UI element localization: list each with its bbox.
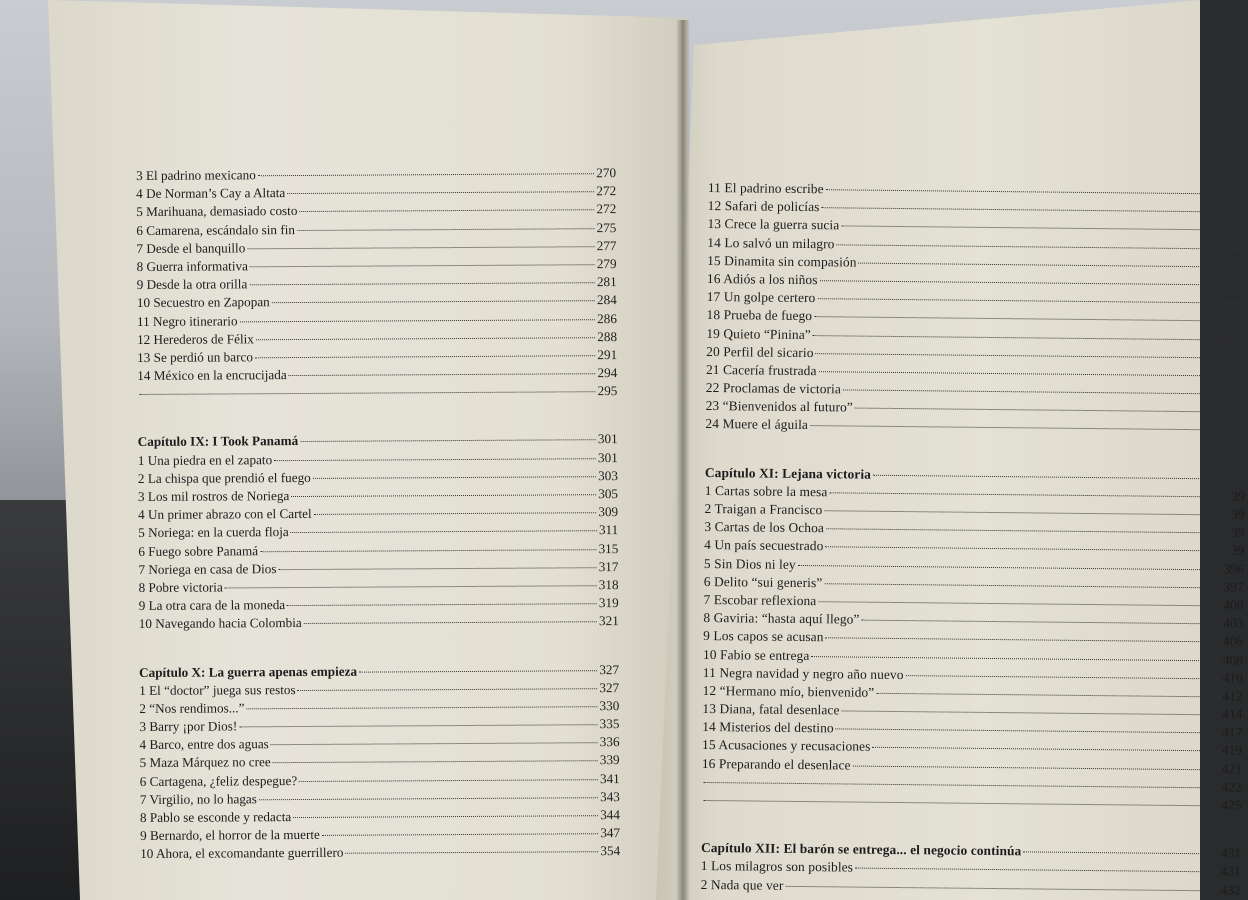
dot-leader	[843, 389, 1244, 394]
dot-leader	[274, 458, 596, 461]
chapter-heading-page-number: 327	[599, 661, 620, 677]
toc-entry-title: 1 Una piedra en el zapato	[137, 451, 273, 468]
dot-leader	[271, 742, 598, 745]
dot-leader	[297, 228, 595, 231]
dot-leader	[813, 335, 1245, 341]
dot-leader	[289, 373, 596, 376]
toc-section	[701, 465, 1245, 816]
toc-entry-title: 8 Pobre victoria	[138, 579, 223, 595]
toc-entry-title: 7 Noriega en casa de Dios	[138, 560, 277, 577]
dot-leader	[291, 531, 597, 534]
toc-entry-title: 16 Preparando el desenlace	[701, 755, 851, 773]
dot-leader	[246, 706, 597, 709]
toc-entry-title: 4 Un país secuestrado	[704, 537, 824, 554]
toc-entry-page-number: 422	[1221, 779, 1242, 795]
chapter-heading-title: Capítulo XI: Lejana victoria	[704, 464, 872, 482]
toc-entry-page-number: 335	[599, 716, 620, 732]
toc-entry-page-number: 291	[597, 346, 618, 363]
dot-leader	[1023, 852, 1218, 855]
toc-entry-title: 9 Los capos se acusan	[703, 628, 824, 645]
toc-entry-page-number: 277	[596, 237, 617, 253]
dot-leader	[855, 408, 1244, 413]
dot-leader	[239, 724, 597, 727]
dot-leader	[225, 585, 597, 588]
toc-entry-title: 3 Barry ¡por Dios!	[139, 718, 238, 735]
toc-entry-title: 15 Dinamita sin compasión	[707, 252, 857, 270]
dot-leader	[785, 885, 1218, 891]
toc-entry-page-number: 410	[1222, 670, 1243, 686]
toc-entry-title: 4 Un primer abrazo con el Cartel	[138, 506, 312, 523]
toc-entry-title: 5 Marihuana, demasiado costo	[136, 203, 298, 220]
dot-leader	[822, 207, 1246, 212]
toc-entry-title: 14 México en la encrucijada	[137, 367, 287, 384]
dot-leader	[272, 301, 595, 304]
toc-entry-title: 21 Cacería frustrada	[705, 361, 817, 379]
dot-leader	[704, 782, 1220, 788]
section-spacer	[139, 632, 619, 665]
book-spine-gutter	[676, 20, 690, 900]
dot-leader	[842, 710, 1221, 715]
toc-entry-page-number: 294	[597, 365, 618, 381]
toc-entry-title: 2 “Nos rendimos...”	[139, 700, 245, 716]
dot-leader	[876, 693, 1220, 698]
toc-entry-title: 6 Delito “sui generis”	[703, 573, 823, 590]
toc-entry-title: 10 Secuestro en Zapopan	[136, 294, 270, 311]
dot-leader	[855, 868, 1219, 873]
toc-entry-title: 8 Pablo se esconde y redacta	[139, 809, 292, 825]
dot-leader	[826, 528, 1229, 533]
toc-entry-page-number: 408	[1222, 651, 1244, 668]
toc-entry-page-number: 39	[1230, 542, 1245, 559]
toc-entry-page-number: 406	[1223, 633, 1244, 649]
toc-entry-page-number: 39	[1230, 524, 1245, 540]
toc-entry	[140, 843, 620, 864]
toc-entry-page-number: 414	[1222, 706, 1243, 722]
toc-entry-title: 12 “Hermano mío, bienvenido”	[702, 682, 875, 700]
toc-entry-title: 10 Ahora, el excomandante guerrillero	[140, 845, 344, 862]
dot-leader	[300, 440, 596, 443]
toc-section	[139, 662, 620, 865]
dot-leader	[836, 244, 1245, 249]
dot-leader	[819, 371, 1244, 376]
dot-leader	[872, 747, 1220, 752]
dot-leader	[293, 815, 598, 818]
toc-entry-title: 7 Virgilio, no lo hagas	[139, 791, 257, 807]
dot-leader	[829, 492, 1229, 497]
toc-entry-page-number: 303	[598, 467, 618, 483]
dot-leader	[906, 675, 1221, 679]
dot-leader	[359, 670, 597, 672]
toc-entry-page-number: 425	[1221, 797, 1242, 813]
dot-leader	[810, 426, 1243, 432]
toc-entry-title: 24 Muere el águila	[705, 416, 809, 433]
toc-entry-page-number: 419	[1221, 742, 1243, 759]
toc-entry-title: 11 Negro itinerario	[136, 312, 238, 329]
toc-entry-title: 20 Perfil del sicario	[706, 343, 814, 360]
toc-entry-title: 14 Misterios del destino	[702, 719, 834, 736]
dot-leader	[250, 264, 595, 267]
dot-leader	[836, 729, 1220, 734]
toc-entry-page-number: 309	[598, 504, 619, 520]
toc-entry-page-number: 327	[599, 679, 620, 695]
toc-entry-title: 8 Guerra informativa	[136, 258, 248, 274]
dot-leader	[816, 353, 1245, 358]
toc-entry-page-number: 417	[1222, 724, 1243, 740]
dot-leader	[861, 620, 1221, 625]
dot-leader	[240, 319, 596, 322]
toc-entry-title: 13 Crece la guerra sucia	[707, 216, 840, 233]
dot-leader	[298, 688, 598, 691]
toc-entry-page-number: 286	[597, 310, 617, 326]
toc-entry-page-number: 421	[1221, 761, 1242, 777]
toc-entry-title: 2 Nada que ver	[700, 876, 784, 893]
toc-entry-page-number: 272	[596, 183, 617, 199]
right-table-of-contents	[701, 180, 1248, 900]
dot-leader	[291, 494, 596, 497]
toc-entry-page-number: 305	[598, 486, 619, 502]
toc-entry-page-number: 343	[600, 788, 620, 804]
toc-entry-page-number: 412	[1222, 688, 1243, 704]
toc-entry-page-number: 321	[598, 613, 619, 629]
chapter-heading-title: Capítulo IX: I Took Panamá	[137, 433, 299, 450]
dot-leader	[299, 779, 598, 782]
dot-leader	[249, 282, 595, 285]
toc-entry-title: 2 Traigan a Francisco	[704, 500, 823, 518]
dot-leader	[256, 337, 595, 340]
dot-leader	[826, 638, 1222, 643]
dot-leader	[313, 476, 596, 479]
toc-entry-page-number: 397	[1223, 579, 1244, 595]
toc-entry-title: 13 Diana, fatal desenlace	[702, 701, 840, 718]
dot-leader	[824, 510, 1229, 515]
toc-entry-title: 7 Escobar reflexiona	[703, 591, 817, 609]
toc-entry-page-number: 301	[597, 449, 618, 465]
toc-entry-title: 12 Herederos de Félix	[136, 330, 254, 347]
toc-entry-title: 5 Noriega: en la cuerda floja	[138, 524, 289, 541]
dot-leader	[279, 567, 597, 570]
chapter-heading-page-number: 431	[1220, 845, 1242, 861]
toc-entry-page-number: 431	[1220, 863, 1241, 879]
toc-entry-title: 6 Fuego sobre Panamá	[138, 542, 259, 559]
toc-entry-title: 11 El padrino escribe	[707, 180, 824, 197]
toc-entry-page-number: 347	[600, 825, 621, 841]
toc-entry-title: 9 Bernardo, el horror de la muerte	[140, 827, 320, 844]
toc-entry-title: 3 El padrino mexicano	[136, 167, 256, 183]
toc-entry-page-number: 311	[598, 522, 619, 538]
left-table-of-contents	[136, 165, 620, 864]
dot-leader	[818, 601, 1221, 606]
toc-entry-title: 5 Sin Dios ni ley	[703, 555, 796, 572]
dot-leader	[273, 761, 598, 764]
toc-entry-page-number: 288	[597, 328, 618, 344]
toc-entry-page-number: 400	[1223, 597, 1244, 613]
dot-leader	[825, 547, 1228, 552]
section-spacer	[137, 402, 617, 435]
dot-leader	[824, 583, 1221, 588]
toc-entry-page-number: 339	[599, 752, 620, 768]
toc-entry-page-number: 330	[599, 697, 620, 714]
toc-entry-page-number: 275	[596, 219, 617, 235]
toc-entry-page-number: 279	[596, 256, 617, 272]
toc-entry-page-number: 281	[596, 274, 617, 290]
toc-entry-title: 6 Cartagena, ¿feliz despegue?	[139, 772, 298, 789]
dot-leader	[873, 474, 1243, 479]
toc-entry-title: 15 Acusaciones y recusaciones	[702, 737, 871, 755]
dot-leader	[255, 355, 595, 358]
toc-entry-title: 1 Los milagros son posibles	[700, 858, 854, 875]
toc-entry-title: 12 Safari de policías	[707, 198, 820, 215]
dot-leader	[247, 246, 594, 249]
dot-leader	[258, 173, 594, 176]
dot-leader	[817, 298, 1244, 303]
dot-leader	[299, 210, 594, 213]
toc-entry-page-number: 336	[599, 734, 620, 750]
dot-leader	[798, 565, 1222, 570]
dot-leader	[287, 191, 594, 194]
chapter-heading-page-number: 301	[597, 431, 618, 447]
toc-entry-title: 11 Negra navidad y negro año nuevo	[702, 664, 904, 682]
toc-entry-title: 9 Desde la otra orilla	[136, 276, 248, 293]
toc-entry-page-number: 403	[1223, 615, 1244, 631]
toc-entry-page-number: 344	[600, 807, 621, 823]
toc-section	[701, 840, 1242, 900]
toc-entry-page-number: 354	[600, 843, 621, 859]
dot-leader	[814, 316, 1244, 322]
dot-leader	[811, 656, 1221, 661]
toc-entry-page-number: 270	[596, 165, 617, 181]
toc-entry-title: 16 Adiós a los niños	[706, 270, 818, 288]
chapter-heading-title: Capítulo X: La guerra apenas empieza	[139, 663, 358, 680]
dot-leader	[859, 262, 1246, 267]
toc-entry-title: 4 De Norman’s Cay a Altata	[136, 185, 286, 202]
toc-entry-title: 3 Cartas de los Ochoa	[704, 519, 825, 536]
toc-entry-page-number: 432	[1220, 881, 1241, 898]
chapter-heading-title: Capítulo XII: El barón se entrega... el negocio continúa	[700, 840, 1022, 859]
toc-entry-title: 4 Barco, entre dos aguas	[139, 736, 269, 753]
toc-entry-page-number: 39	[1231, 506, 1245, 522]
toc-entry-page-number: 39	[1231, 488, 1245, 504]
dot-leader	[703, 800, 1219, 806]
toc-entry-page-number: 272	[596, 201, 617, 217]
toc-section	[138, 432, 619, 635]
toc-entry-title: 14 Lo salvó un milagro	[707, 234, 835, 251]
dot-leader	[287, 603, 597, 606]
toc-entry-page-number: 295	[597, 383, 618, 399]
toc-entry-title: 19 Quieto “Pinina”	[706, 325, 811, 342]
toc-entry-page-number: 315	[598, 540, 619, 556]
toc-section	[705, 180, 1248, 440]
toc-entry-page-number: 284	[596, 292, 617, 308]
toc-entry-title: 5 Maza Márquez no cree	[139, 754, 271, 771]
dot-leader	[345, 852, 598, 855]
dot-leader	[841, 226, 1245, 231]
toc-entry-page-number: 317	[598, 558, 619, 574]
toc-entry-title: 23 “Bienvenidos al futuro”	[705, 398, 853, 415]
dot-leader	[314, 512, 597, 515]
toc-entry-page-number: 341	[599, 770, 620, 786]
toc-entry-title: 7 Desde el banquillo	[136, 240, 246, 256]
dot-leader	[139, 391, 595, 395]
toc-entry-page-number: 318	[598, 576, 619, 593]
toc-entry-page-number: 319	[598, 595, 619, 611]
toc-entry-title: 10 Fabio se entrega	[702, 646, 810, 663]
toc-entry-title: 13 Se perdió un barco	[137, 349, 253, 365]
toc-entry-title: 9 La otra cara de la moneda	[138, 597, 286, 614]
toc-section	[136, 165, 617, 404]
toc-entry-title: 2 La chispa que prendió el fuego	[137, 469, 311, 486]
toc-entry-title: 10 Navegando hacia Colombia	[138, 615, 302, 632]
toc-entry-title: 1 El “doctor” juega sus restos	[139, 681, 296, 698]
dot-leader	[820, 280, 1245, 285]
dot-leader	[322, 833, 598, 836]
toc-entry-title: 6 Camarena, escándalo sin fin	[136, 221, 295, 238]
dot-leader	[826, 189, 1246, 194]
toc-entry-title: 18 Prueba de fuego	[706, 307, 813, 324]
dot-leader	[260, 549, 596, 552]
toc-entry-title: 8 Gaviria: “hasta aquí llego”	[703, 610, 860, 627]
dot-leader	[259, 797, 598, 800]
toc-entry-title: 3 Los mil rostros de Noriega	[137, 488, 290, 504]
toc-entry-title: 17 Un golpe certero	[706, 289, 816, 306]
toc-entry-page-number: 396	[1223, 560, 1245, 577]
dot-leader	[853, 765, 1220, 770]
toc-entry-title: 22 Proclamas de victoria	[705, 380, 842, 397]
toc-entry-title: 1 Cartas sobre la mesa	[704, 482, 828, 500]
dot-leader	[304, 622, 597, 625]
